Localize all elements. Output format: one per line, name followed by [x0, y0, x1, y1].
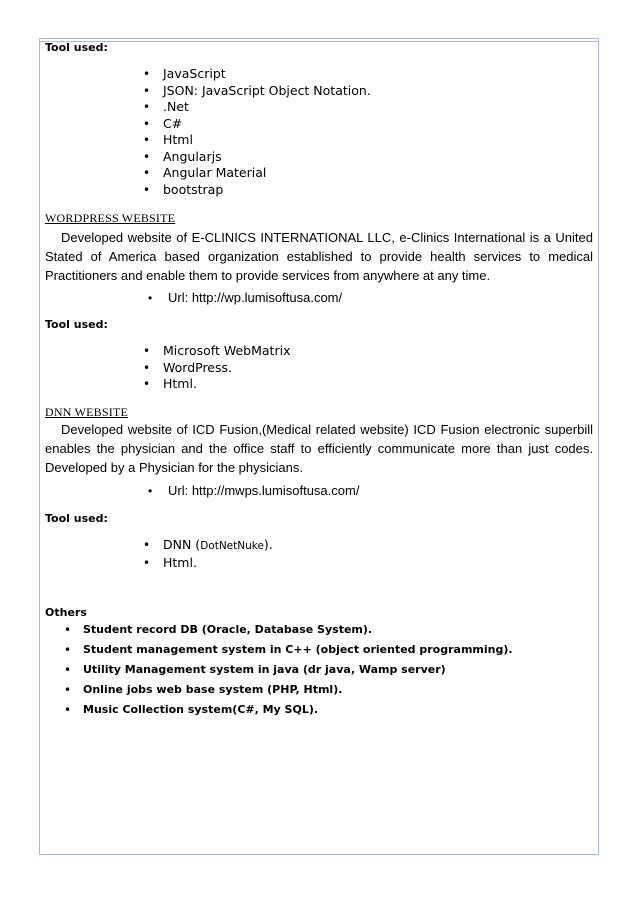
list-item: • JSON: JavaScript Object Notation.: [163, 83, 371, 100]
list-item: • JavaScript: [163, 66, 371, 83]
dnn-url: • Url: http://mwps.lumisoftusa.com/: [168, 483, 359, 500]
list-item: • .Net: [163, 99, 371, 116]
tools-list-1: [163, 66, 371, 198]
list-item: • Angularjs: [163, 149, 371, 166]
list-item: • Angular Material: [163, 165, 371, 182]
others-label: Others: [45, 606, 87, 619]
list-item: • Online jobs web base system (PHP, Html).: [83, 680, 513, 700]
tool-used-label: Tool used:: [45, 512, 108, 525]
list-item: • Student management system in C++ (object oriented programming).: [83, 640, 513, 660]
tools-list-2: [163, 343, 290, 393]
list-item: • Html: [163, 132, 371, 149]
tools-list-3: [163, 537, 273, 571]
list-item: • Utility Management system in java (dr java, Wamp server): [83, 660, 513, 680]
dnn-url-list: [168, 483, 359, 500]
list-item: • DNN (DotNetNuke).: [163, 537, 273, 555]
wordpress-url-list: [168, 290, 342, 307]
list-item: • Student record DB (Oracle, Database System).: [83, 620, 513, 640]
list-item: • Html.: [163, 555, 273, 572]
list-item: • Html.: [163, 376, 290, 393]
tool-used-label: Tool used:: [45, 41, 108, 54]
dnn-heading: DNN WEBSITE: [45, 405, 128, 419]
wordpress-heading: WORDPRESS WEBSITE: [45, 211, 176, 225]
list-item: • Music Collection system(C#, My SQL).: [83, 700, 513, 720]
wordpress-description: Developed website of E-CLINICS INTERNATIONAL LLC, e-Clinics International is a United Stated of America based organization established to provide health services to medical Practitioners and enable them to provide services from anywhere at any time.: [45, 230, 593, 283]
dnn-description: Developed website of ICD Fusion,(Medical related website) ICD Fusion electronic superbill enables the physician and the office staff to efficiently communicate more than just codes. Developed by a Physician for the physicians.: [45, 422, 593, 475]
list-item: • C#: [163, 116, 371, 133]
tool-used-label: Tool used:: [45, 318, 108, 331]
list-item: • Microsoft WebMatrix: [163, 343, 290, 360]
list-item: • bootstrap: [163, 182, 371, 199]
list-item: • WordPress.: [163, 360, 290, 377]
wordpress-url: • Url: http://wp.lumisoftusa.com/: [168, 290, 342, 307]
others-list: [83, 620, 513, 720]
